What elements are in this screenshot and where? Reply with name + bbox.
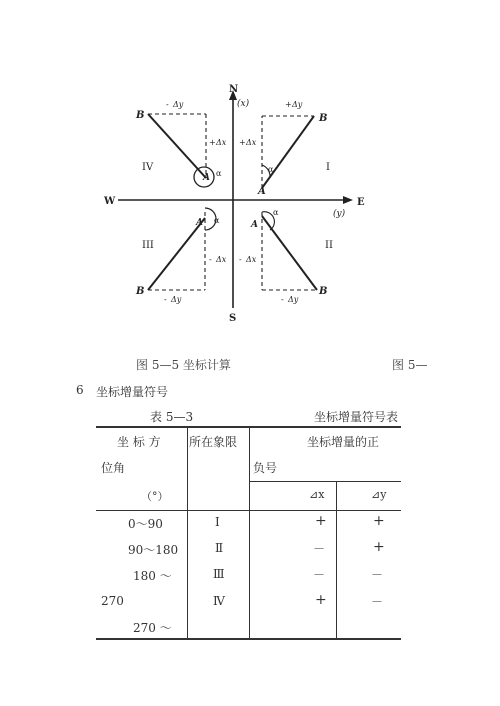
row2-quadrant: Ⅱ — [215, 541, 224, 555]
q2-alpha: α — [273, 208, 279, 217]
table-title: 坐标增量符号表 — [314, 410, 399, 424]
table-col3-divider — [336, 481, 337, 638]
q1-numeral: I — [326, 162, 330, 173]
q4-numeral: IV — [142, 162, 154, 173]
header-dx: ⊿x — [309, 488, 325, 501]
q2-dx: Δx — [246, 255, 257, 264]
row3-dx: － — [313, 568, 326, 582]
row4-dx: + — [315, 592, 327, 608]
q4-alpha: α — [216, 169, 222, 178]
label-y-axis: (y) — [333, 209, 346, 219]
q1-dx: Δx — [246, 138, 257, 147]
q3-point-a: A — [196, 218, 203, 228]
row1-dy: + — [373, 513, 385, 529]
row2-angle: 90～180 — [128, 543, 179, 557]
q4-dy-sign: - — [166, 100, 169, 109]
q2-numeral: II — [325, 240, 333, 251]
label-north: N — [229, 84, 239, 95]
section-title: 坐标增量符号 — [96, 385, 169, 399]
header-quadrant: 所在象限 — [189, 435, 238, 449]
label-east: E — [357, 197, 365, 208]
header-azimuth-cont: 位角 — [101, 461, 126, 475]
east-arrowhead — [343, 196, 353, 204]
q3-dx-sign: - — [209, 255, 212, 264]
q3-alpha: α — [214, 216, 220, 225]
section-number: 6 — [76, 383, 84, 397]
figure-caption: 图 5—5 坐标计算 — [136, 358, 231, 372]
table-subheader-rule — [249, 481, 401, 482]
quadrant-1-diagram — [262, 116, 314, 188]
q2-dy-sign: - — [281, 295, 284, 304]
header-azimuth: 坐 标 方 — [117, 435, 161, 449]
q4-point-b: B — [136, 110, 145, 121]
q4-dy: Δy — [173, 100, 184, 109]
figure-caption-continued: 图 5— — [392, 358, 428, 372]
q3-dy-sign: - — [164, 295, 167, 304]
row1-dx: + — [315, 513, 327, 529]
q1-dy-sign: + — [285, 100, 292, 109]
header-sign: 坐标增量的正 — [307, 435, 380, 449]
q2-point-a: A — [251, 220, 258, 230]
quadrant-2-diagram — [262, 212, 317, 290]
q1-dx-sign: + — [239, 138, 246, 147]
q2-dy: Δy — [288, 295, 299, 304]
header-sign-cont: 负号 — [253, 461, 278, 475]
row4-quadrant: Ⅳ — [213, 594, 225, 608]
q4-point-a: A — [203, 173, 210, 183]
q3-numeral: III — [142, 240, 154, 251]
q2-point-b: B — [319, 286, 328, 297]
table-bottom-rule — [96, 638, 401, 640]
label-x-axis: (x) — [237, 99, 250, 109]
table-label: 表 5—3 — [150, 410, 194, 424]
row1-angle: 0～90 — [128, 517, 163, 531]
q2-dx-sign: - — [239, 255, 242, 264]
row5-angle: 270 ～ — [133, 621, 172, 635]
header-azimuth-unit: （°） — [141, 490, 169, 503]
q4-dx: Δx — [216, 138, 227, 147]
header-dy: ⊿y — [371, 488, 387, 501]
q3-point-b: B — [136, 286, 145, 297]
row2-dx: － — [313, 542, 326, 556]
row3-angle: 180 ～ — [133, 569, 172, 583]
table-col1-divider — [187, 426, 188, 638]
q3-dy: Δy — [171, 295, 182, 304]
q1-point-b: B — [319, 113, 328, 124]
row3-dy: － — [371, 568, 384, 582]
row3-quadrant: Ⅲ — [213, 567, 225, 581]
row1-quadrant: Ⅰ — [215, 515, 220, 529]
q3-dx: Δx — [216, 255, 227, 264]
q1-dy: Δy — [292, 100, 303, 109]
row4-angle: 270 — [101, 594, 124, 608]
row4-dy: － — [371, 595, 384, 609]
q1-point-a: A — [258, 186, 266, 197]
q1-alpha: α — [268, 165, 274, 174]
label-south: S — [229, 313, 237, 324]
table-col2-divider — [249, 426, 250, 638]
row2-dy: + — [373, 539, 385, 555]
q4-dx-sign: + — [209, 138, 216, 147]
label-west: W — [104, 196, 116, 207]
quadrant-3-diagram — [148, 208, 216, 290]
coordinate-calculation-figure — [0, 0, 500, 330]
